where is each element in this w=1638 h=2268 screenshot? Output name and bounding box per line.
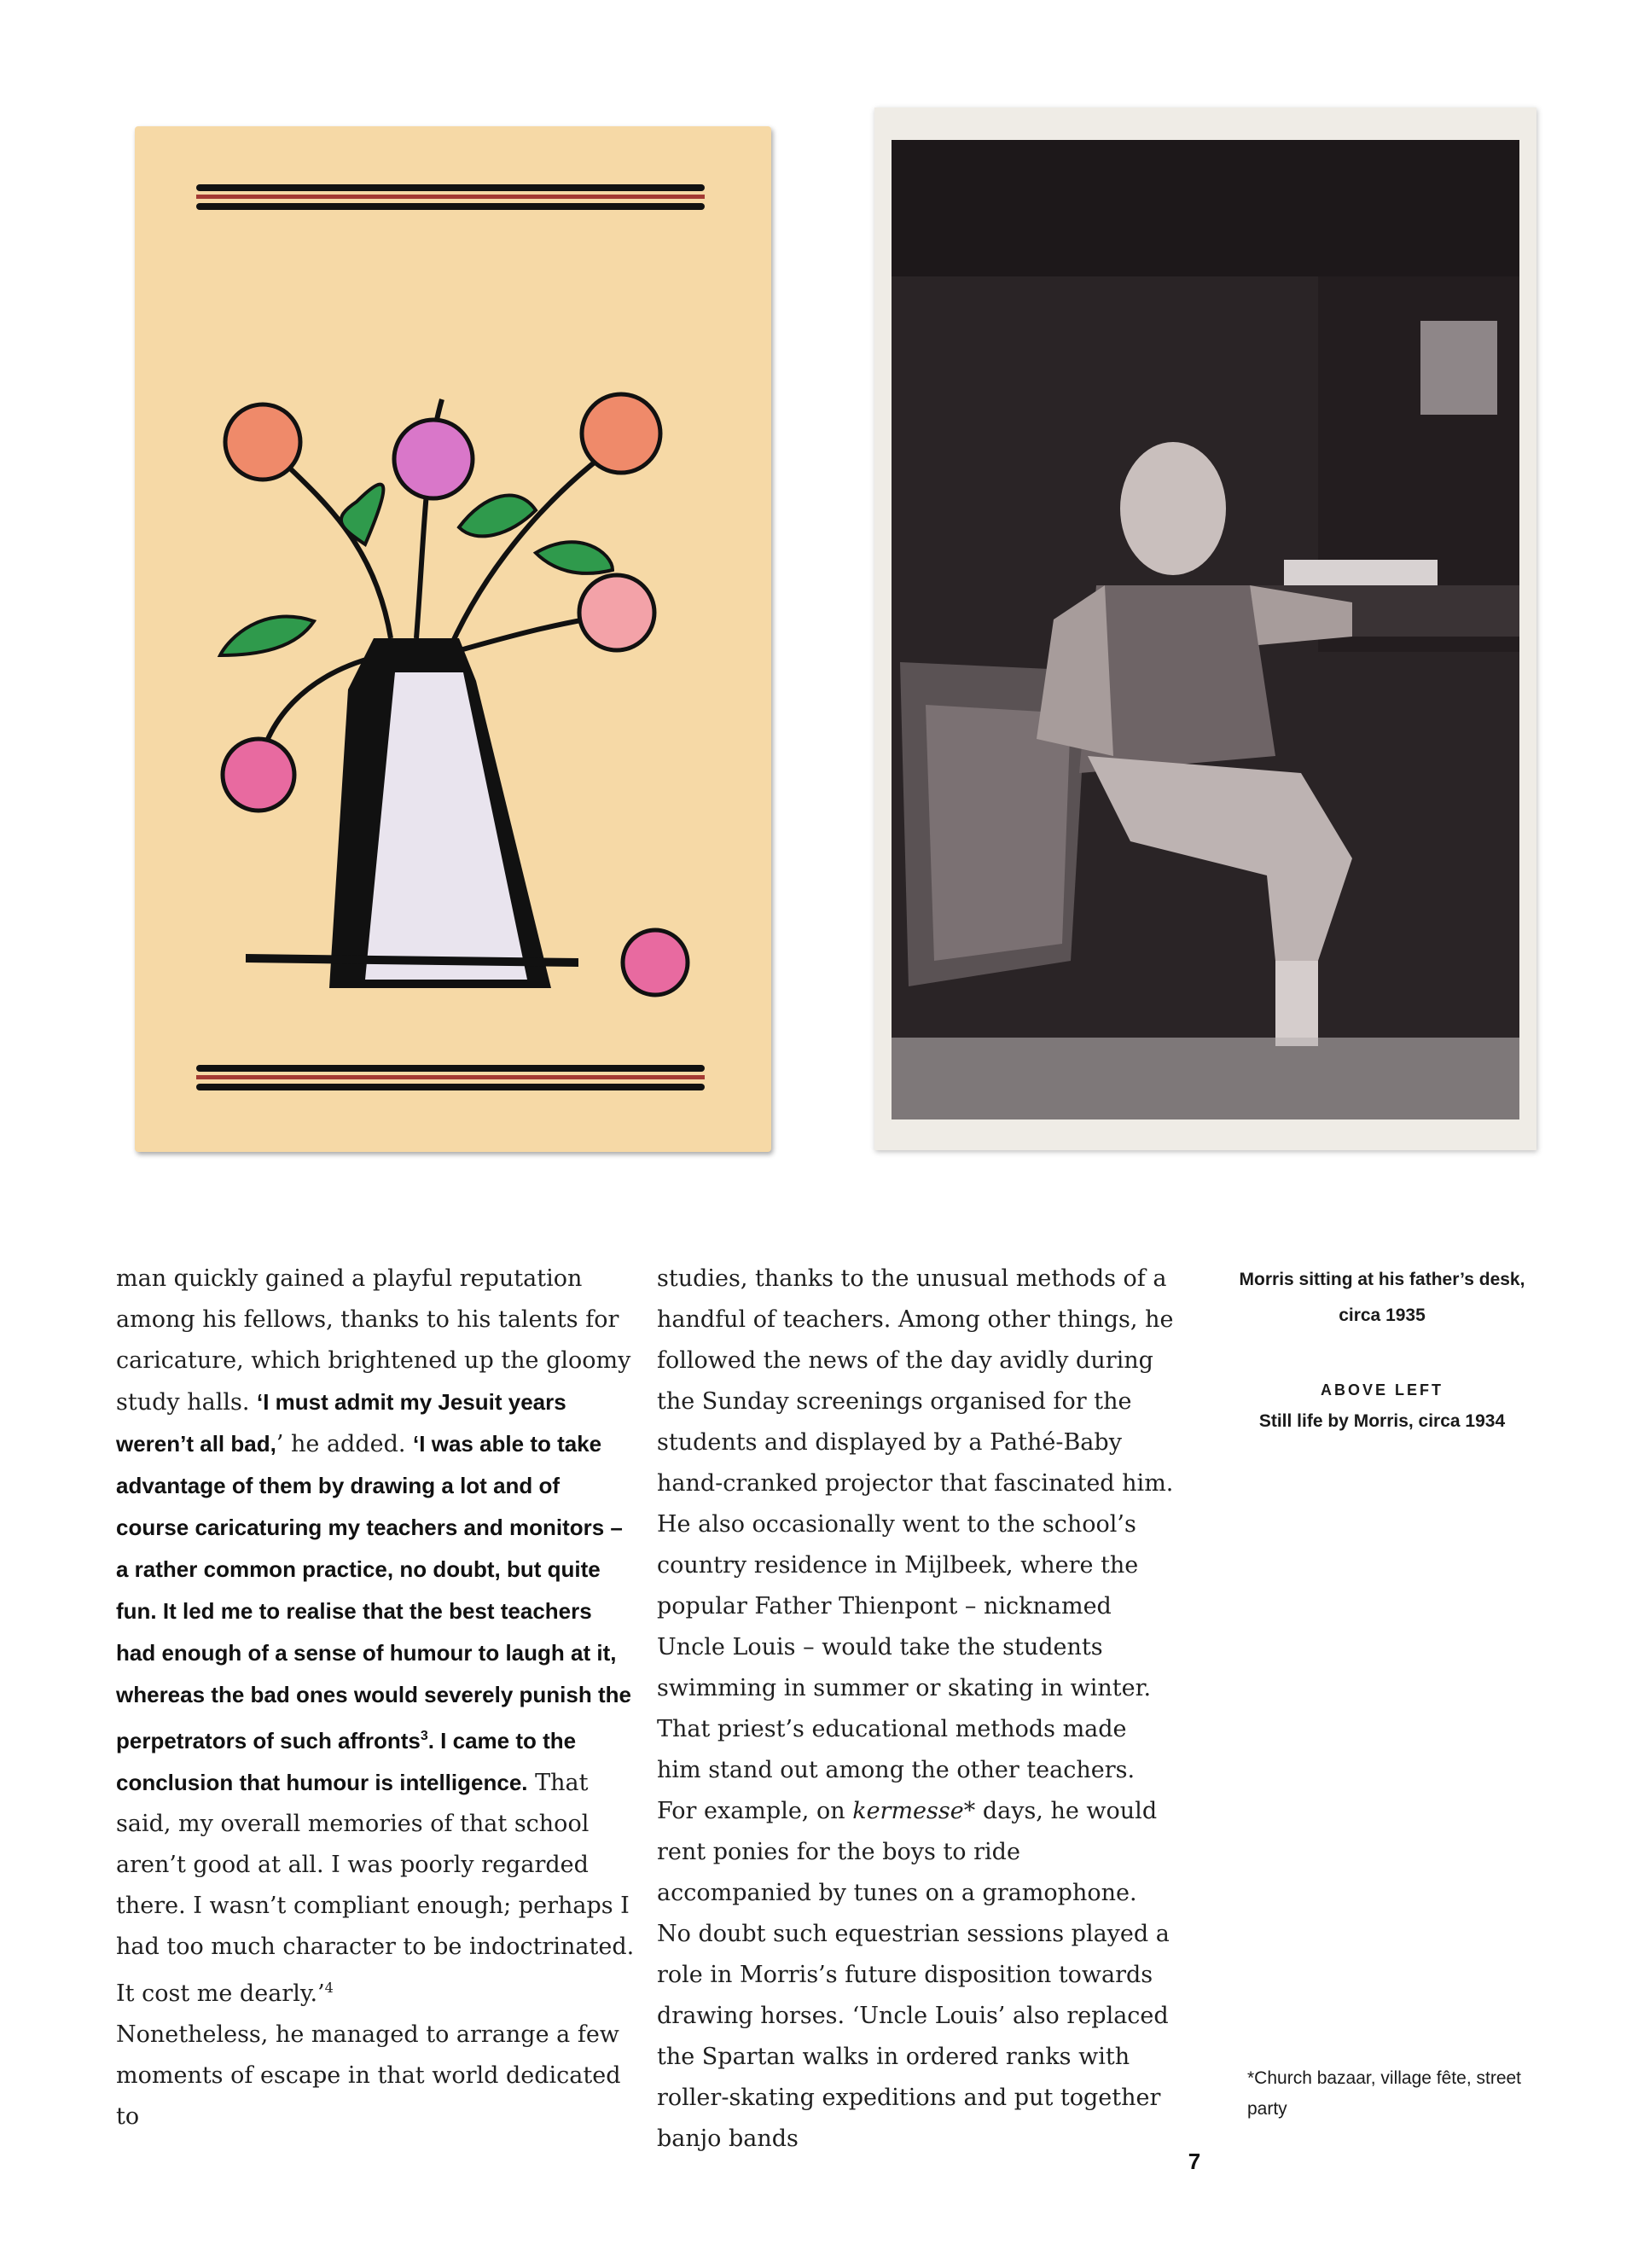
caption-label: ABOVE LEFT <box>1320 1381 1443 1399</box>
paragraph-uncle-louis <box>657 1259 1177 2160</box>
page-number: 7 <box>1188 2149 1201 2174</box>
boy-at-desk-photo <box>874 108 1536 1150</box>
kermesse-term: kermesse* <box>852 1798 976 1824</box>
body-column-1 <box>116 1259 636 2137</box>
text-span: man quickly gained a playful reputation among his fellows, thanks to his talents for caricature, which brightened up the gloomy study halls. <box>116 1265 631 1416</box>
note-reference: 4 <box>324 1980 334 1996</box>
body-column-2 <box>657 1259 1177 2160</box>
text-span: ’ he added. <box>276 1431 414 1457</box>
artwork-caption: Still life by Morris, circa 1934 <box>1258 1411 1506 1431</box>
still-life-painting <box>135 126 771 1152</box>
still-life-artwork <box>135 126 771 1152</box>
quote-bold: ‘I must admit my Jesuit years weren’t all bad, <box>116 1389 566 1457</box>
boy-at-desk-photograph <box>874 108 1536 1150</box>
text-span: That said, my overall memories of that school aren’t good at all. I was poorly regarded there. I wasn’t compliant enough; perhaps I had too much character to be indoctrinated. It cost me dearly.’ <box>116 1770 635 2007</box>
paragraph-escape: Nonetheless, he managed to arrange a few moments of escape in that world dedicated to <box>116 2021 621 2130</box>
quote-bold: ‘I was able to take advantage of them by drawing a lot and of course caricaturing my teachers and monitors – a rather common practice, no doubt, but quite fun. It led me to realise that the best teachers had enough of a sense of humour to laugh at it, whereas the bad ones would severely punish the perpetrators of such affronts <box>116 1431 631 1753</box>
footnote: *Church bazaar, village fête, street party <box>1247 2068 1522 2119</box>
photo-caption: Morris sitting at his father’s desk, circa 1935 <box>1239 1270 1525 1325</box>
text-span: studies, thanks to the unusual methods of a handful of teachers. Among other things, he followed the news of the day avidly during the Sunday screenings organised for the students and displayed by a Pathé-Baby hand-cranked projector that fascinated him. He also occasionally went to the school’s country residence in Mijlbeek, where the popular Father Thienpont – nicknamed Uncle Louis – would take the students swimming in summer or skating in winter. That priest’s educational methods made him stand out among the other teachers. For example, on <box>657 1265 1174 1824</box>
quote-bold: . I came to the conclusion that humour is intelligence. <box>116 1728 577 1795</box>
text-span: days, he would rent ponies for the boys to ride accompanied by tunes on a gramophone. No doubt such equestrian sessions played a role in Morris’s future disposition towards drawing horses. ‘Uncle Louis’ also replaced the Spartan walks in ordered ranks with roller-skating expeditions and put together banjo bands <box>657 1798 1170 2152</box>
note-reference: 3 <box>420 1729 428 1743</box>
paragraph-quote <box>116 1259 636 2015</box>
